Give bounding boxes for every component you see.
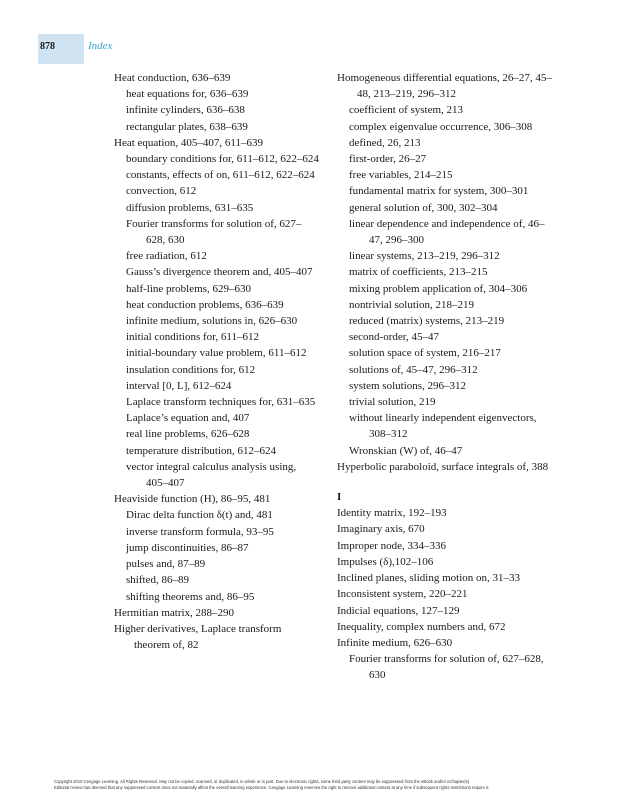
index-subentry: trivial solution, 219 [349, 396, 436, 409]
index-subentry: Laplace’s equation and, 407 [126, 412, 250, 425]
index-subentry: nontrivial solution, 218–219 [349, 298, 474, 311]
copyright-footer [54, 779, 574, 791]
index-subentry: vector integral calculus analysis using, 405–407 [126, 460, 297, 490]
index-subentry: Fourier transforms for solution of, 627–628, 630 [126, 217, 302, 247]
index-subentry: temperature distribution, 612–624 [126, 444, 276, 457]
index-entry: Imaginary axis, 670 [337, 523, 425, 536]
index-subentry: Gauss’s divergence theorem and, 405–407 [126, 266, 313, 279]
index-subentry: solution space of system, 216–217 [349, 347, 501, 360]
index-entry: Infinite medium, 626–630 [337, 636, 453, 649]
index-subentry: constants, effects of on, 611–612, 622–624 [126, 169, 315, 182]
index-subentry: shifting theorems and, 86–95 [126, 590, 255, 603]
index-entry: Impulses (δ),102–106 [337, 555, 434, 568]
index-entry: Inclined planes, sliding motion on, 31–33 [337, 572, 521, 585]
index-subentry: Fourier transforms for solution of, 627–628, 630 [349, 653, 544, 682]
index-entry: Homogeneous differential equations, 26–27, 45–48, 213–219, 296–312 [337, 72, 552, 101]
index-entry: Heat conduction, 636–639 [114, 72, 231, 84]
index-entry: Identity matrix, 192–193 [337, 507, 447, 520]
copyright-line-2: Editorial review has deemed that any suppressed content does not materially affect the overall learning experience. Cengage Learning reserves the right to remove additional content at any time if subsequent rights restrictions require it. [54, 785, 490, 790]
index-subentry: linear dependence and independence of, 46–47, 296–300 [349, 217, 545, 247]
index-subentry: boundary conditions for, 611–612, 622–624 [126, 153, 319, 166]
index-subentry: initial-boundary value problem, 611–612 [126, 347, 307, 360]
copyright-line-1: Copyright 2010 Cengage Learning. All Rights Reserved. May not be copied, scanned, or duplicated, in whole or in part. Due to electronic rights, some third party content may be suppressed from the eBook and/or eChapter(s). [54, 779, 471, 784]
index-entry: Heaviside function (H), 86–95, 481 [114, 493, 271, 506]
index-section-letter: I [337, 491, 342, 504]
running-head: Index [88, 40, 113, 52]
index-subentry: matrix of coefficients, 213–215 [349, 266, 488, 279]
index-subentry: pulses and, 87–89 [126, 558, 206, 571]
index-subentry: linear systems, 213–219, 296–312 [349, 250, 500, 263]
index-subentry: defined, 26, 213 [349, 136, 421, 149]
index-entry: Hyperbolic paraboloid, surface integrals of, 388 [337, 460, 549, 473]
index-subentry: heat conduction problems, 636–639 [126, 298, 284, 311]
index-entry: Higher derivatives, Laplace transform theorem of, 82 [114, 622, 282, 652]
index-subentry: solutions of, 45–47, 296–312 [349, 363, 478, 376]
index-subentry: free variables, 214–215 [349, 169, 453, 182]
index-subentry: free radiation, 612 [126, 250, 207, 263]
page-number: 878 [40, 41, 55, 52]
index-subentry: half-line problems, 629–630 [126, 282, 251, 295]
index-subentry: system solutions, 296–312 [349, 379, 467, 392]
index-subentry: infinite medium, solutions in, 626–630 [126, 315, 298, 328]
index-subentry: inverse transform formula, 93–95 [126, 525, 274, 538]
index-subentry: rectangular plates, 638–639 [126, 120, 248, 133]
index-subentry: reduced (matrix) systems, 213–219 [349, 315, 505, 328]
index-subentry: second-order, 45–47 [349, 331, 439, 344]
index-subentry: first-order, 26–27 [349, 153, 427, 166]
index-subentry: shifted, 86–89 [126, 574, 189, 587]
index-subentry: heat equations for, 636–639 [126, 88, 249, 101]
index-subentry: without linearly independent eigenvectors, 308–312 [349, 412, 537, 441]
index-column-right [337, 70, 557, 684]
index-entry: Improper node, 334–336 [337, 539, 447, 552]
index-subentry: diffusion problems, 631–635 [126, 201, 254, 214]
index-subentry: general solution of, 300, 302–304 [349, 201, 498, 214]
index-subentry: jump discontinuities, 86–87 [126, 541, 249, 554]
index-subentry: fundamental matrix for system, 300–301 [349, 185, 529, 198]
index-entry: Inequality, complex numbers and, 672 [337, 620, 506, 633]
index-subentry: mixing problem application of, 304–306 [349, 282, 528, 295]
index-subentry: infinite cylinders, 636–638 [126, 104, 245, 117]
index-subentry: interval [0, L], 612–624 [126, 379, 232, 392]
index-entry: Heat equation, 405–407, 611–639 [114, 136, 263, 149]
index-subentry: Wronskian (W) of, 46–47 [349, 444, 463, 457]
index-column-left [114, 70, 319, 653]
index-subentry: initial conditions for, 611–612 [126, 331, 259, 344]
index-subentry: Dirac delta function δ(t) and, 481 [126, 509, 273, 522]
index-subentry: coefficient of system, 213 [349, 104, 464, 117]
index-entry: Inconsistent system, 220–221 [337, 588, 468, 601]
index-subentry: insulation conditions for, 612 [126, 363, 256, 376]
index-subentry: complex eigenvalue occurrence, 306–308 [349, 120, 533, 133]
index-subentry: convection, 612 [126, 185, 197, 198]
index-subentry: real line problems, 626–628 [126, 428, 250, 441]
index-entry: Indicial equations, 127–129 [337, 604, 460, 617]
index-entry: Hermitian matrix, 288–290 [114, 606, 235, 619]
index-subentry: Laplace transform techniques for, 631–635 [126, 396, 316, 409]
